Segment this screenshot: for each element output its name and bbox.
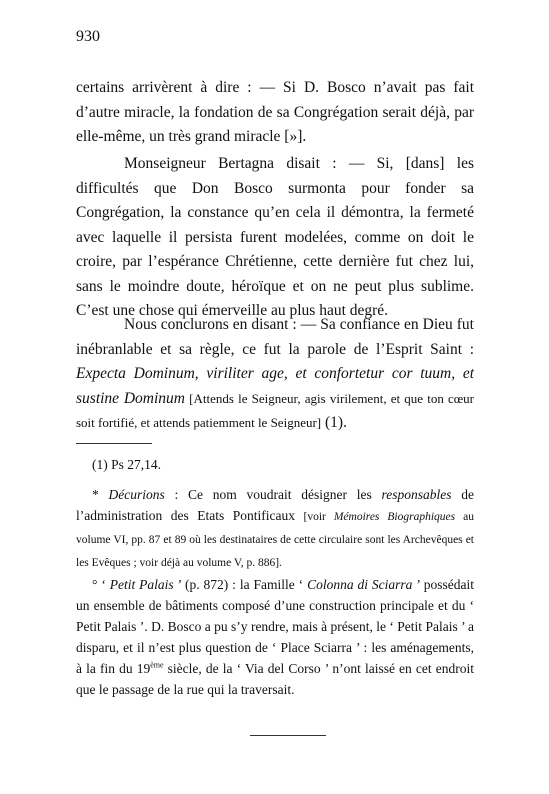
translation-bracket: [Attends le Seigneur, agis virilement, et que ton cœur soit fortifié, et attends patiemment le Seigneur] xyxy=(76,390,474,430)
footnote-term-responsables: responsables xyxy=(381,487,452,502)
footnote-text: ’ (p. 872) : la Famille ‘ xyxy=(173,577,308,592)
footnote-text: siècle, de la ‘ Via del Corso ’ n’ont laissé en cet endroit que le passage de la rue qui la traversait. xyxy=(76,661,475,697)
footnote-text: de l’administration des Etats Pontificaux xyxy=(76,487,475,523)
footnote-term-petit-palais: Petit Palais xyxy=(109,577,174,592)
end-rule xyxy=(250,735,326,736)
paragraph-3-text: Nous conclurons en disant : — Sa confiance en Dieu fut inébranlable et sa règle, ce fut la parole de l’Esprit Saint : xyxy=(76,316,474,358)
footnote-ref: (1). xyxy=(321,414,347,431)
footnote-star: * xyxy=(92,487,109,502)
footnote-decurions xyxy=(76,484,474,574)
footnote-small-text: au volume VI, pp. 87 et 89 où les destinataires de cette circulaire sont les Archevêques et les Evêques ; voir déjà au volume V, p. 886]. xyxy=(76,511,474,569)
latin-quote: Expecta Dominum, viriliter age, et confortetur cor tuum, et sustine Dominum xyxy=(76,365,474,407)
superscript: ème xyxy=(150,660,164,670)
footnote-small-text: [voir xyxy=(303,511,334,523)
paragraph-2: Monseigneur Bertagna disait : — Si, [dans] les difficultés que Don Bosco surmonta pour fonder sa Congrégation, la constance qu’en cela il démontra, la fermeté avec laquelle il persista furent modelées, comme on doit le croire, par l’espérance Chrétienne, cette dernière fut chez lui, sans le moindre doute, héroïque et on ne peut plus sublime. C’est une chose qui émerveille au plus haut degré. xyxy=(76,155,474,319)
footnote-book-title: Mémoires Biographiques xyxy=(333,511,456,523)
footnote-1: (1) Ps 27,14. xyxy=(92,457,162,472)
footnote-term-decurions: Décurions xyxy=(108,487,165,502)
footnote-text: ’ possédait un ensemble de bâtiments composé d’une construction principale et du ‘ Petit Palais ’. D. Bosco a pu s’y rendre, mais à présent, le ‘ Petit Palais ’ a disparu, et il n’est plus question de ‘ Place Sciarra ’ : les aménagements, à la fin du 19 xyxy=(76,577,474,676)
footnote-text: : Ce nom voudrait désigner les xyxy=(164,487,382,502)
paragraph-1: certains arrivèrent à dire : — Si D. Bosco n’avait pas fait d’autre miracle, la fondation de sa Congrégation serait déjà, par elle-même, un très grand miracle [»]. xyxy=(76,79,474,145)
footnote-separator xyxy=(76,443,152,444)
footnote-term-colonna: Colonna di Sciarra xyxy=(307,577,413,592)
footnote-petit-palais xyxy=(76,574,474,700)
paragraph-3 xyxy=(76,313,474,436)
page-number: 930 xyxy=(76,28,100,45)
footnote-mark: ° ‘ xyxy=(92,577,110,592)
